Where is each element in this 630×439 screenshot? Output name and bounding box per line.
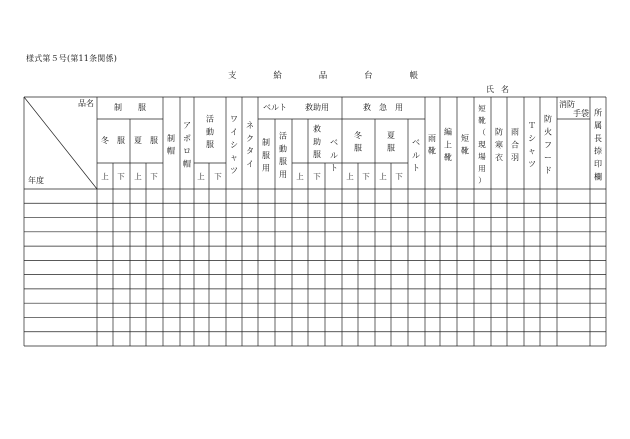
title-char: 給 bbox=[273, 71, 282, 81]
item-name-label: 品名 bbox=[78, 99, 94, 108]
name-label: 氏名 bbox=[486, 85, 516, 94]
cap-label: 制帽 bbox=[167, 133, 175, 156]
belt-activity-label: 活動服用 bbox=[279, 131, 287, 179]
summer-uniform-label: 夏 服 bbox=[134, 136, 158, 145]
form-label: 様式第５号(第11条関係) bbox=[26, 54, 118, 63]
rescue-belt-label: ベルト bbox=[330, 138, 338, 173]
upper-lower-label: 上 bbox=[101, 172, 109, 181]
rescue-suit-label: 救助服 bbox=[313, 124, 321, 160]
cold-coat-label: 防寒衣 bbox=[495, 127, 503, 163]
upper-lower-label: 上 bbox=[197, 172, 205, 181]
activity-uniform-label: 活動服 bbox=[206, 114, 214, 150]
rescue-group-label: 救助用 bbox=[305, 103, 329, 112]
upper-lower-label: 下 bbox=[395, 172, 403, 181]
ems-group-label: 救 急 用 bbox=[363, 103, 403, 112]
high-boots-label: 編上靴 bbox=[444, 127, 452, 163]
upper-lower-label: 上 bbox=[379, 172, 387, 181]
tshirt-label: Ｔシャツ bbox=[528, 121, 536, 169]
upper-lower-label: 下 bbox=[117, 172, 125, 181]
shirt-label: ワイシャツ bbox=[230, 114, 238, 175]
title-char: 支 bbox=[228, 71, 237, 81]
winter-uniform-label: 冬 服 bbox=[101, 136, 125, 145]
upper-lower-label: 下 bbox=[362, 172, 370, 181]
upper-lower-label: 上 bbox=[346, 172, 354, 181]
title-char: 台 bbox=[364, 71, 373, 81]
belt-group-label: ベルト bbox=[263, 103, 287, 112]
upper-lower-label: 上 bbox=[134, 172, 142, 181]
seal-column-label: 所属長捺印欄 bbox=[594, 108, 602, 182]
short-boots-label: 短靴 bbox=[461, 133, 469, 156]
upper-lower-label: 下 bbox=[214, 172, 222, 181]
ems-summer-label: 夏服 bbox=[387, 130, 395, 153]
necktie-label: ネクタイ bbox=[246, 121, 254, 169]
uniform-group-label: 制 服 bbox=[114, 103, 146, 112]
ems-belt-label: ベルト bbox=[412, 138, 420, 173]
fire-hood-label: 防火フード bbox=[544, 114, 552, 175]
upper-lower-label: 下 bbox=[150, 172, 158, 181]
rain-boots-label: 雨靴 bbox=[428, 133, 436, 156]
rain-coat-label: 雨合羽 bbox=[511, 127, 519, 163]
year-label: 年度 bbox=[28, 176, 44, 185]
title-char: 品 bbox=[318, 71, 328, 81]
upper-lower-label: 下 bbox=[313, 172, 321, 181]
upper-lower-label: 上 bbox=[296, 172, 304, 181]
apollo-cap-label: アポロ帽 bbox=[183, 121, 191, 169]
ems-winter-label: 冬服 bbox=[354, 130, 362, 153]
gloves-label-line2: 手袋 bbox=[573, 109, 589, 118]
short-boots-site-label: 短靴（現場用） bbox=[478, 104, 486, 186]
gloves-label-line1: 消防 bbox=[559, 100, 575, 109]
belt-uniform-label: 制服用 bbox=[262, 138, 270, 173]
table-header bbox=[28, 98, 602, 185]
title-char: 帳 bbox=[409, 71, 418, 81]
